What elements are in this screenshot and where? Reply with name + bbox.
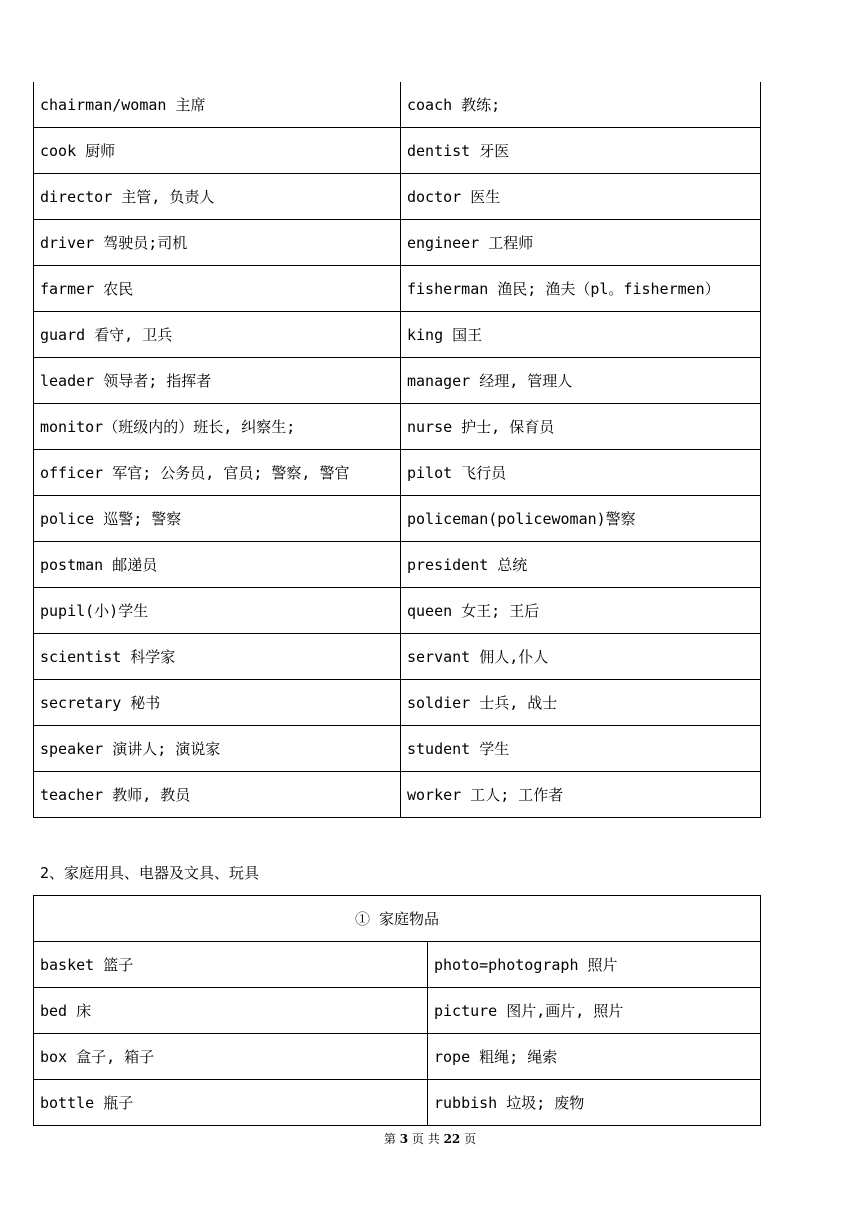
total-pages: 22 <box>443 1132 461 1146</box>
table-row <box>34 588 761 634</box>
table-row <box>34 634 761 680</box>
table-row <box>34 726 761 772</box>
household-header-row <box>34 896 761 942</box>
table-row <box>34 174 761 220</box>
table-row <box>34 772 761 818</box>
table-cell: soldier 士兵, 战士 <box>401 680 761 726</box>
table-cell: basket 篮子 <box>34 942 428 988</box>
table-cell: doctor 医生 <box>401 174 761 220</box>
table-row <box>34 404 761 450</box>
table-cell: cook 厨师 <box>34 128 401 174</box>
table-cell: pupil(小)学生 <box>34 588 401 634</box>
household-table <box>33 895 761 1126</box>
table-cell: chairman/woman 主席 <box>34 82 401 128</box>
table-cell: secretary 秘书 <box>34 680 401 726</box>
table-cell: scientist 科学家 <box>34 634 401 680</box>
table-row <box>34 496 761 542</box>
table-row <box>34 988 761 1034</box>
table-cell: picture 图片,画片, 照片 <box>428 988 761 1034</box>
table-cell: queen 女王; 王后 <box>401 588 761 634</box>
table-cell: engineer 工程师 <box>401 220 761 266</box>
table-row <box>34 358 761 404</box>
table-cell: driver 驾驶员;司机 <box>34 220 401 266</box>
table-cell: guard 看守, 卫兵 <box>34 312 401 358</box>
table-row <box>34 1080 761 1126</box>
table-cell: farmer 农民 <box>34 266 401 312</box>
household-header: ① 家庭物品 <box>34 896 761 942</box>
table-row <box>34 220 761 266</box>
table-cell: director 主管, 负责人 <box>34 174 401 220</box>
table-cell: dentist 牙医 <box>401 128 761 174</box>
table-cell: servant 佣人,仆人 <box>401 634 761 680</box>
table-cell: box 盒子, 箱子 <box>34 1034 428 1080</box>
table-cell: photo=photograph 照片 <box>428 942 761 988</box>
table-cell: rubbish 垃圾; 废物 <box>428 1080 761 1126</box>
table-cell: leader 领导者; 指挥者 <box>34 358 401 404</box>
table-cell: worker 工人; 工作者 <box>401 772 761 818</box>
table-row <box>34 128 761 174</box>
table-cell: student 学生 <box>401 726 761 772</box>
table-row <box>34 680 761 726</box>
table-cell: speaker 演讲人; 演说家 <box>34 726 401 772</box>
table-cell: teacher 教师, 教员 <box>34 772 401 818</box>
page-number: 3 <box>399 1132 409 1146</box>
table-cell: king 国王 <box>401 312 761 358</box>
table-cell: coach 教练; <box>401 82 761 128</box>
table-cell: monitor（班级内的）班长, 纠察生; <box>34 404 401 450</box>
table-cell: bottle 瓶子 <box>34 1080 428 1126</box>
table-row <box>34 942 761 988</box>
table-cell: president 总统 <box>401 542 761 588</box>
page-footer <box>0 1130 860 1147</box>
table-cell: manager 经理, 管理人 <box>401 358 761 404</box>
footer-middle: 页 共 <box>411 1132 440 1146</box>
occupations-table <box>33 82 761 818</box>
table-cell: police 巡警; 警察 <box>34 496 401 542</box>
table-cell: rope 粗绳; 绳索 <box>428 1034 761 1080</box>
table-row <box>34 266 761 312</box>
table-cell: fisherman 渔民; 渔夫（pl。fishermen） <box>401 266 761 312</box>
table-cell: policeman(policewoman)警察 <box>401 496 761 542</box>
footer-prefix: 第 <box>383 1132 396 1146</box>
occupations-table-body <box>34 82 761 818</box>
footer-suffix: 页 <box>464 1132 477 1146</box>
table-row <box>34 450 761 496</box>
table-row <box>34 1034 761 1080</box>
table-row <box>34 542 761 588</box>
table-row <box>34 82 761 128</box>
table-cell: bed 床 <box>34 988 428 1034</box>
table-cell: pilot 飞行员 <box>401 450 761 496</box>
household-table-body <box>34 896 761 1126</box>
table-cell: nurse 护士, 保育员 <box>401 404 761 450</box>
table-cell: postman 邮递员 <box>34 542 401 588</box>
table-cell: officer 军官; 公务员, 官员; 警察, 警官 <box>34 450 401 496</box>
table-row <box>34 312 761 358</box>
section-heading: 2、家庭用具、电器及文具、玩具 <box>40 864 260 882</box>
